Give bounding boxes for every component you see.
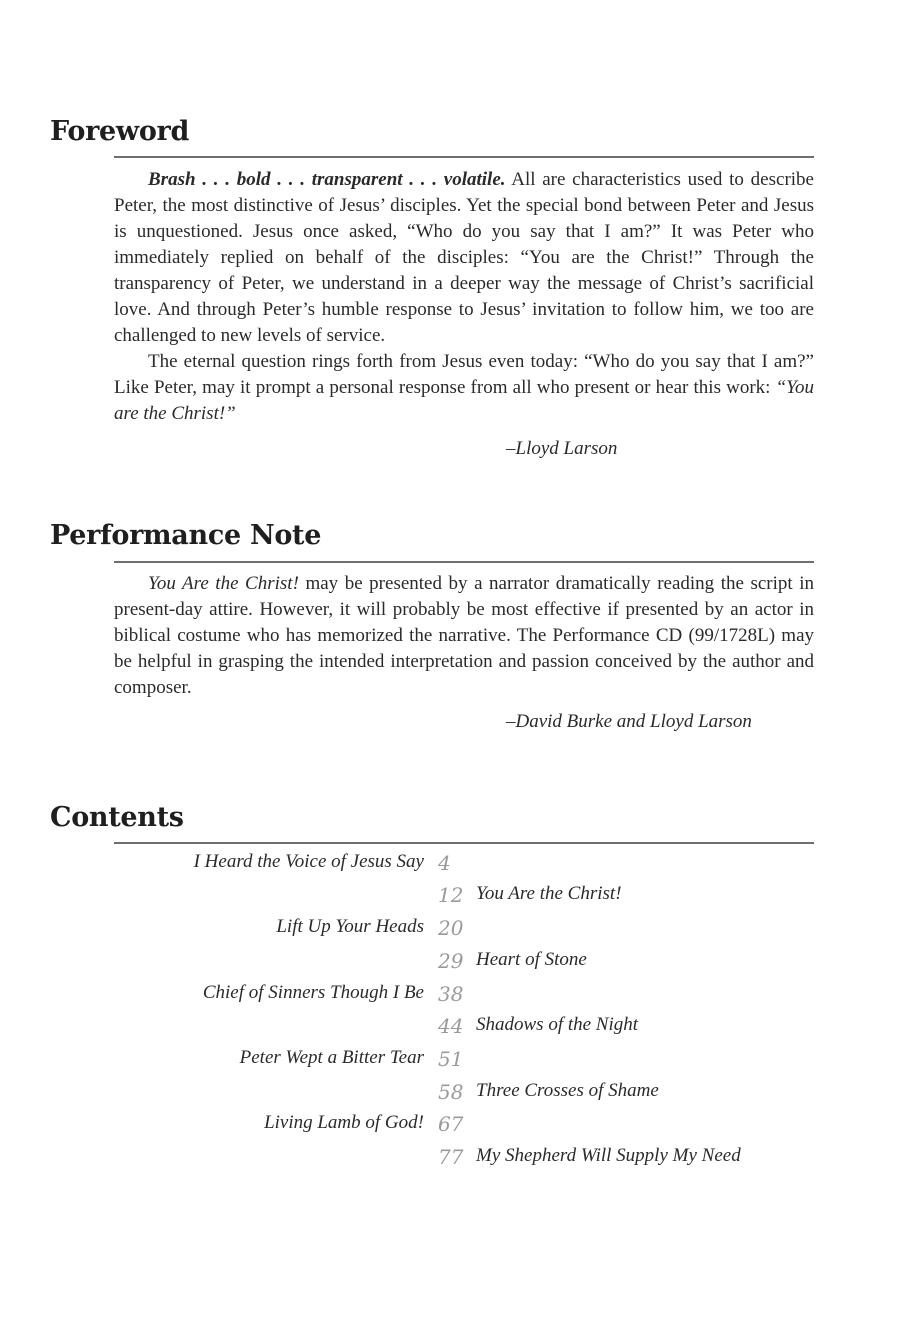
performance-note-paragraph <box>114 571 814 701</box>
toc-entry[interactable] <box>0 851 900 881</box>
toc-entry[interactable] <box>0 982 900 1012</box>
toc-entry[interactable] <box>0 949 900 979</box>
toc-entry-title: Peter Wept a Bitter Tear <box>239 1047 424 1068</box>
foreword-p1-text: All are characteristics used to describe Peter, the most distinctive of Jesus’ disciples. Yet the special bond between Peter and Jesus is unquestioned. Jesus once asked, “Who do you say that I am?” It was Peter who immediately replied on behalf of the disciples: “You are the Christ!” Through the transparency of Peter, we understand in a deeper way the message of Christ’s sacrificial love. And through Peter’s humble response to Jesus’ invitation to follow him, we too are challenged to new levels of service. <box>114 169 814 346</box>
toc-entry-page: 12 <box>438 883 464 907</box>
toc-entry-title: I Heard the Voice of Jesus Say <box>193 851 424 872</box>
performance-note-signature: –David Burke and Lloyd Larson <box>506 711 752 732</box>
performance-note-text: may be presented by a narrator dramatically reading the script in present-day attire. However, it will probably be most effective if presented by an actor in biblical costume who has memorized the narrative. The Performance CD (99/1728L) may be helpful in grasping the intended interpretation and passion conceived by the author and composer. <box>114 573 815 698</box>
toc-entry-title: Three Crosses of Shame <box>476 1080 659 1101</box>
contents-rule <box>114 842 814 844</box>
toc-entry-page: 58 <box>438 1080 464 1104</box>
performance-note-work-title: You Are the Christ! <box>148 573 299 594</box>
contents-heading: Contents <box>50 802 184 833</box>
toc-entry-page: 67 <box>438 1112 464 1136</box>
foreword-p2-text: The eternal question rings forth from Jesus even today: “Who do you say that I am?” Like Peter, may it prompt a personal response from all who present or hear this work: <box>114 351 814 398</box>
toc-entry[interactable] <box>0 883 900 913</box>
performance-note-rule <box>114 561 814 563</box>
toc-entry[interactable] <box>0 916 900 946</box>
foreword-rule <box>114 156 814 158</box>
toc-entry[interactable] <box>0 1014 900 1044</box>
toc-entry[interactable] <box>0 1145 900 1175</box>
toc-entry-title: Heart of Stone <box>476 949 587 970</box>
toc-entry-page: 29 <box>438 949 464 973</box>
toc-entry-title: My Shepherd Will Supply My Need <box>476 1145 741 1166</box>
toc-entry-page: 38 <box>438 982 464 1006</box>
toc-entry-page: 4 <box>438 851 451 875</box>
toc-entry-page: 77 <box>438 1145 464 1169</box>
foreword-lead-words: Brash . . . bold . . . transparent . . . volatile. <box>148 169 506 190</box>
toc-entry-title: Shadows of the Night <box>476 1014 639 1035</box>
toc-entry-title: Chief of Sinners Though I Be <box>202 982 424 1003</box>
foreword-heading: Foreword <box>50 116 190 147</box>
foreword-signature: –Lloyd Larson <box>506 438 618 459</box>
toc-entry-title: You Are the Christ! <box>476 883 622 904</box>
foreword-p2-quote: “You are the Christ!” <box>114 377 814 424</box>
toc-entry[interactable] <box>0 1112 900 1142</box>
foreword-paragraph-1 <box>114 167 814 349</box>
toc-entry-page: 44 <box>438 1014 464 1038</box>
toc-entry-page: 20 <box>438 916 464 940</box>
performance-note-heading: Performance Note <box>50 520 322 551</box>
toc-entry-title: Living Lamb of God! <box>264 1112 424 1133</box>
toc-entry[interactable] <box>0 1080 900 1110</box>
toc-entry[interactable] <box>0 1047 900 1077</box>
toc-entry-page: 51 <box>438 1047 464 1071</box>
foreword-paragraph-2 <box>114 349 814 427</box>
toc-entry-title: Lift Up Your Heads <box>276 916 424 937</box>
